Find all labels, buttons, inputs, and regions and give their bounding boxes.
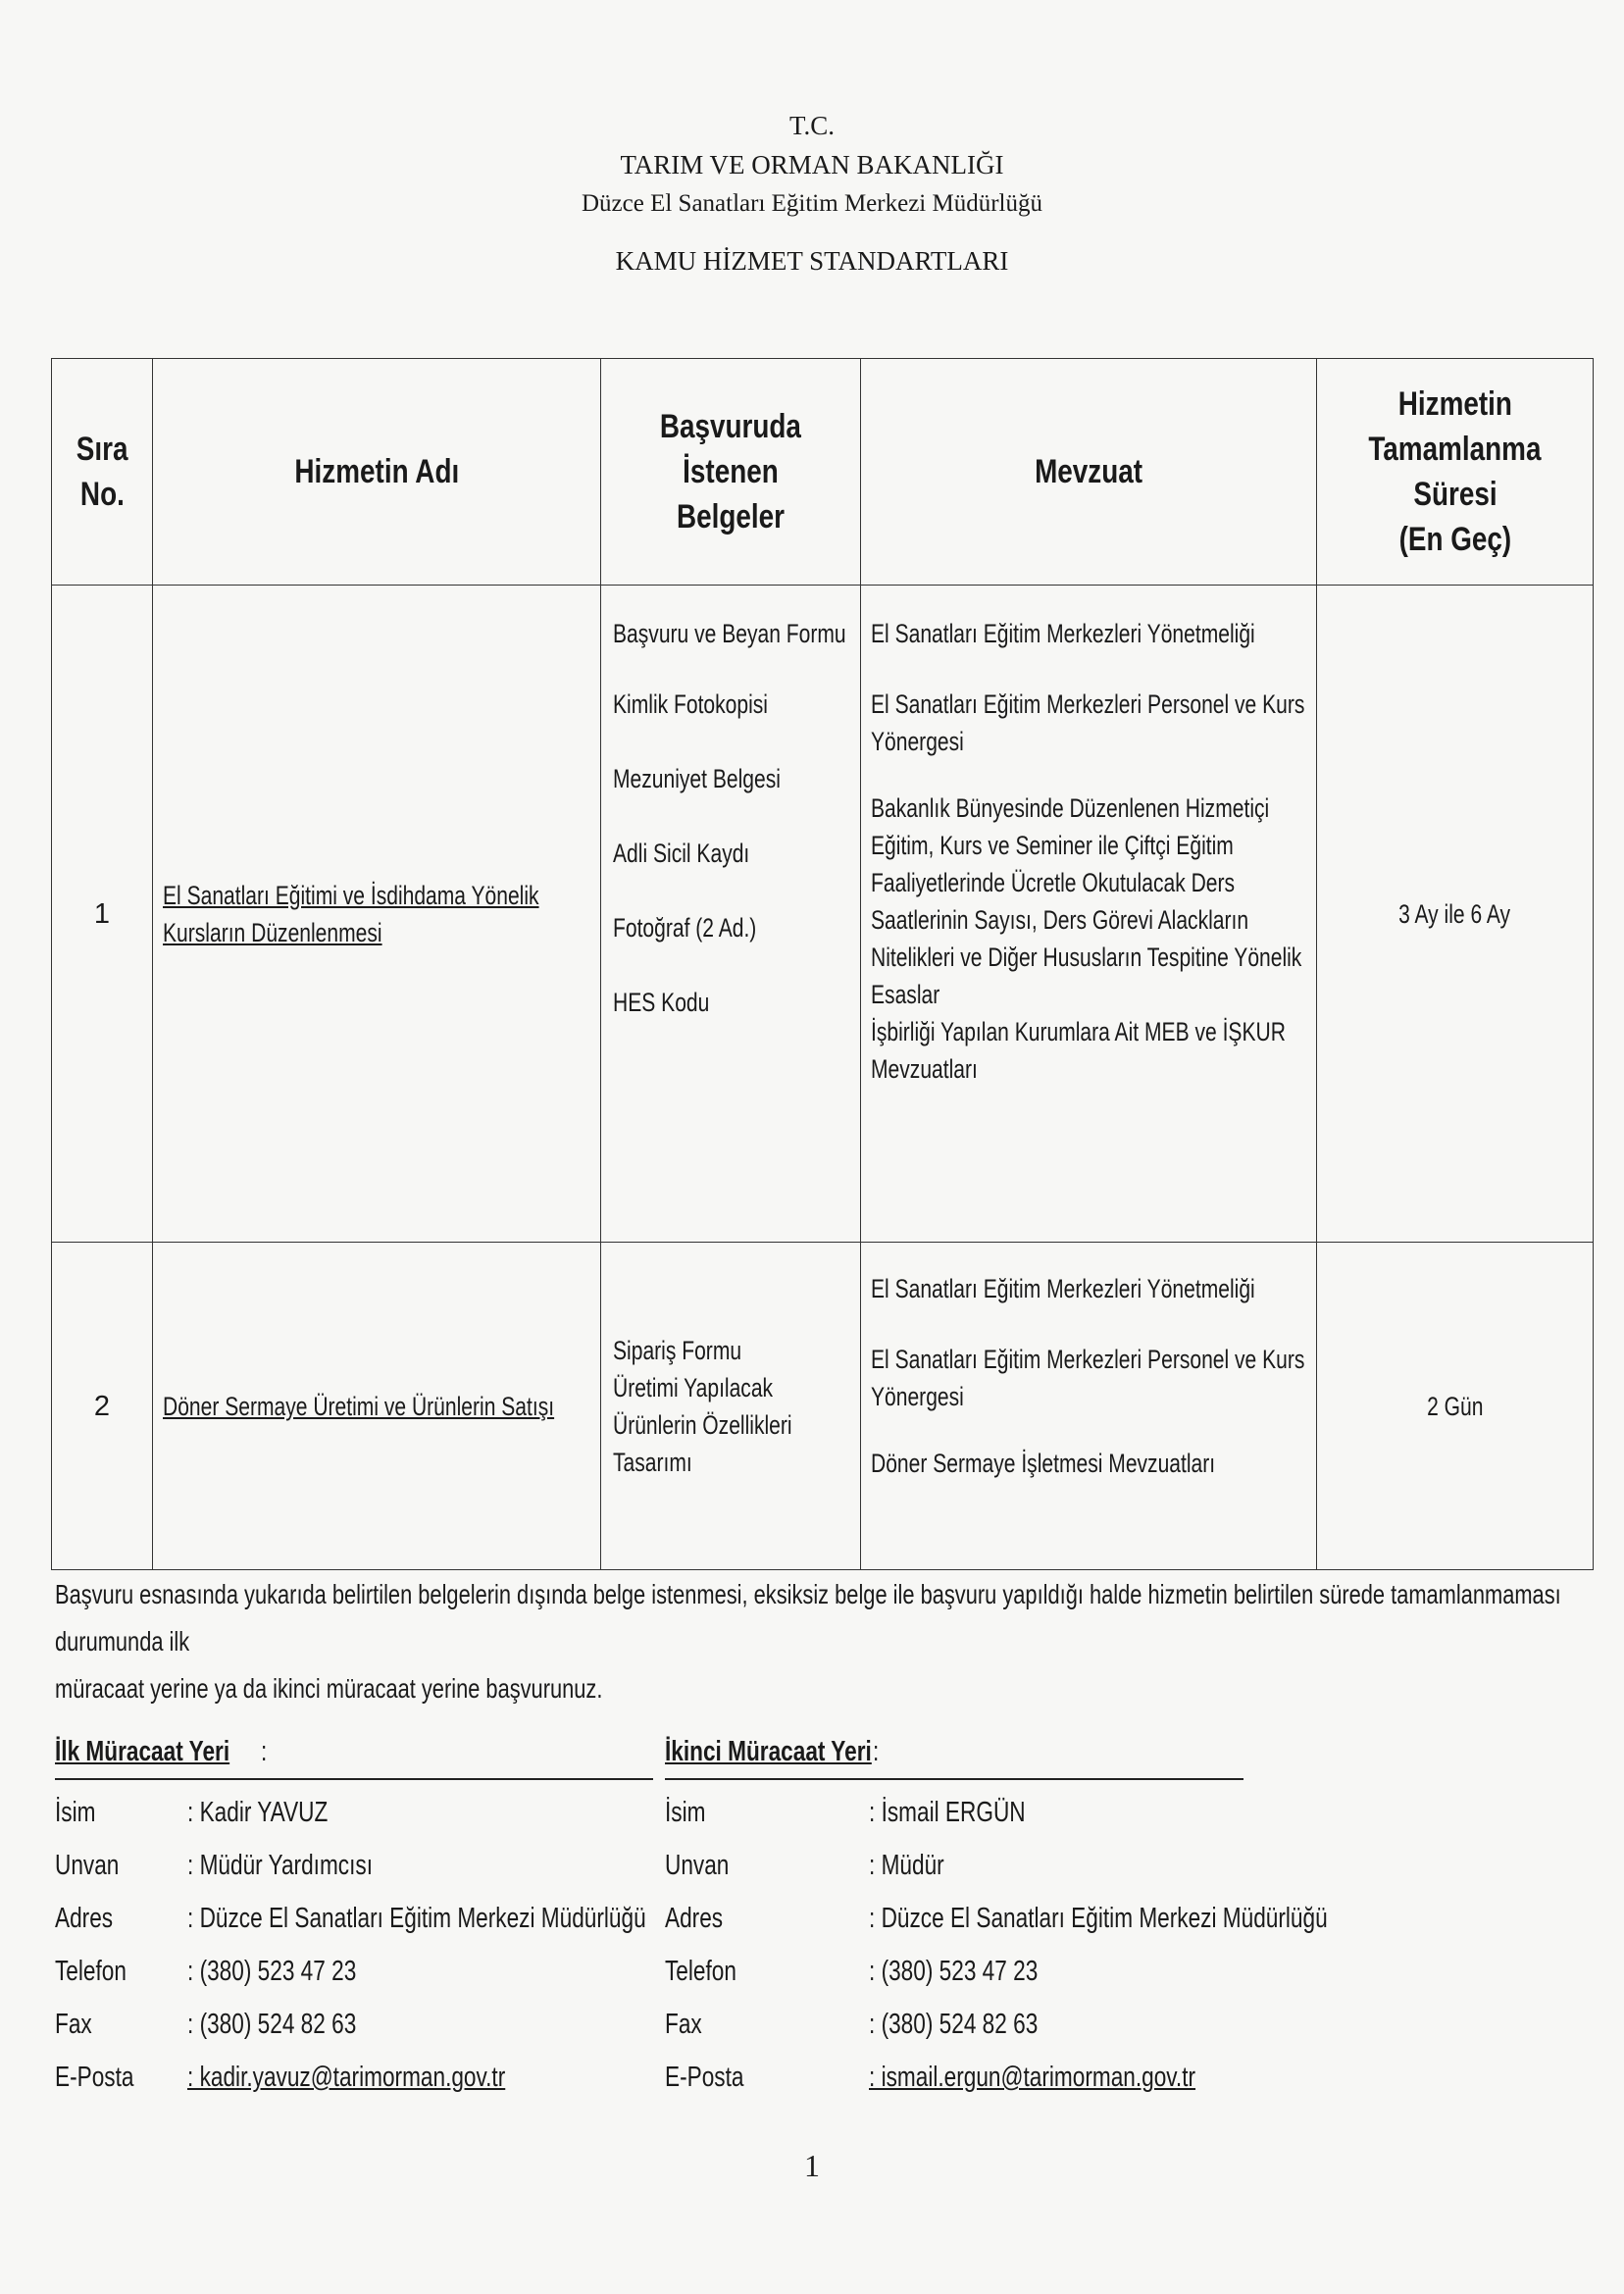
row-no: 2 <box>52 1243 153 1570</box>
contact-label: Adres <box>665 1903 724 1934</box>
doc-item: Adli Sicil Kaydı <box>613 839 750 868</box>
col-header-duration-line3: Süresi <box>1412 476 1497 513</box>
law-line: Yönergesi <box>871 727 964 756</box>
contact-label: Unvan <box>665 1850 730 1881</box>
law-line: Nitelikleri ve Diğer Hususların Tespitine Yönelik <box>871 943 1302 972</box>
law-line: Yönergesi <box>871 1382 964 1411</box>
row-docs <box>601 1243 861 1570</box>
contact-label: Telefon <box>665 1956 736 1987</box>
col-header-duration-line1: Hizmetin <box>1397 385 1512 423</box>
row-docs <box>601 586 861 1243</box>
row-service-line: Döner Sermaye Üretimi ve Ürünlerin Satışı <box>163 1391 555 1421</box>
row-service-line: El Sanatları Eğitimi ve İsdihdama Yönelik <box>163 880 539 910</box>
application-note <box>55 1571 1585 1712</box>
contact-value: : İsmail ERGÜN <box>869 1797 1026 1828</box>
col-header-docs <box>601 359 861 586</box>
col-header-no-line1: Sıra <box>76 431 128 468</box>
contact-label: İsim <box>55 1797 96 1828</box>
divider <box>665 1778 1243 1780</box>
law-line: El Sanatları Eğitim Merkezleri Personel ve Kurs <box>871 1345 1305 1374</box>
header-unit: Düzce El Sanatları Eğitim Merkezi Müdürlüğü <box>581 190 1042 217</box>
col-header-docs-line2: İstenen Belgeler <box>676 453 786 535</box>
doc-item: HES Kodu <box>613 988 710 1017</box>
table-row <box>52 586 1594 1243</box>
contact-label: E-Posta <box>665 2062 744 2093</box>
contact-value: : Müdür Yardımcısı <box>187 1850 373 1881</box>
doc-item: Fotoğraf (2 Ad.) <box>613 913 757 943</box>
table-header-row <box>52 359 1594 586</box>
contact-label: Unvan <box>55 1850 120 1881</box>
contact-label: E-Posta <box>55 2062 134 2093</box>
row-service-line: Kursların Düzenlenmesi <box>163 917 382 947</box>
doc-item: Mezuniyet Belgesi <box>613 764 781 793</box>
page-number: 1 <box>804 2148 820 2183</box>
col-header-duration-line4: (En Geç) <box>1398 521 1511 558</box>
law-line: İşbirliği Yapılan Kurumlara Ait MEB ve İŞKUR <box>871 1017 1286 1046</box>
row-law <box>861 586 1317 1243</box>
law-line: Mevzuatları <box>871 1054 978 1084</box>
doc-item: Başvuru ve Beyan Formu <box>613 619 846 648</box>
contact-value: : Kadir YAVUZ <box>187 1797 329 1828</box>
doc-item: Tasarımı <box>613 1447 692 1477</box>
header-ministry: TARIM VE ORMAN BAKANLIĞI <box>620 150 1004 179</box>
col-header-docs-line1: Başvuruda <box>659 408 802 445</box>
contact-value: : (380) 524 82 63 <box>187 2009 357 2040</box>
law-line: El Sanatları Eğitim Merkezleri Personel ve Kurs <box>871 689 1305 719</box>
law-line: El Sanatları Eğitim Merkezleri Yönetmeliği <box>871 1274 1255 1303</box>
row-service <box>153 1243 601 1570</box>
law-line: Döner Sermaye İşletmesi Mevzuatları <box>871 1449 1216 1478</box>
second-contact-title: İkinci Müracaat Yeri <box>665 1736 872 1767</box>
col-header-law: Mevzuat <box>861 359 1317 586</box>
first-contact-title: İlk Müracaat Yeri <box>55 1736 230 1767</box>
contact-label: Fax <box>665 2009 702 2040</box>
row-duration: 2 Gün <box>1317 1243 1594 1570</box>
contact-label: Fax <box>55 2009 92 2040</box>
contact-label: Adres <box>55 1903 114 1934</box>
row-law <box>861 1243 1317 1570</box>
row-service <box>153 586 601 1243</box>
col-header-no-line2: No. <box>79 476 125 513</box>
law-line: Bakanlık Bünyesinde Düzenlenen Hizmetiçi <box>871 793 1270 823</box>
contact-value: : (380) 523 47 23 <box>869 1956 1039 1987</box>
contact-label: İsim <box>665 1797 706 1828</box>
law-line: Faaliyetlerinde Ücretle Okutulacak Ders <box>871 868 1236 897</box>
law-line: Eğitim, Kurs ve Seminer ile Çiftçi Eğitim <box>871 831 1234 860</box>
row-duration: 3 Ay ile 6 Ay <box>1317 586 1594 1243</box>
header-title: KAMU HİZMET STANDARTLARI <box>615 246 1009 276</box>
col-header-duration-line2: Tamamlanma <box>1368 431 1542 468</box>
service-standards-table <box>51 358 1594 1570</box>
doc-item: Sipariş Formu <box>613 1335 742 1365</box>
doc-item: Kimlik Fotokopisi <box>613 689 768 719</box>
contact-value: : (380) 524 82 63 <box>869 2009 1039 2040</box>
col-header-service: Hizmetin Adı <box>153 359 601 586</box>
law-line: Esaslar <box>871 980 940 1009</box>
contact-value: : (380) 523 47 23 <box>187 1956 357 1987</box>
divider <box>55 1778 653 1780</box>
note-line: müracaat yerine ya da ikinci müracaat yerine başvurunuz. <box>55 1673 603 1704</box>
document-header <box>0 106 1624 280</box>
email-link[interactable]: : ismail.ergun@tarimorman.gov.tr <box>869 2062 1196 2093</box>
doc-item: Ürünlerin Özellikleri <box>613 1409 792 1440</box>
contact-value: : Düzce El Sanatları Eğitim Merkezi Müdürlüğü <box>869 1903 1328 1934</box>
contact-value: : Düzce El Sanatları Eğitim Merkezi Müdürlüğü <box>187 1903 646 1934</box>
email-link[interactable]: : kadir.yavuz@tarimorman.gov.tr <box>187 2062 506 2093</box>
col-header-duration <box>1317 359 1594 586</box>
row-no: 1 <box>52 586 153 1243</box>
contact-value: : Müdür <box>869 1850 944 1881</box>
doc-item: Üretimi Yapılacak <box>613 1372 774 1402</box>
col-header-no <box>52 359 153 586</box>
law-line: El Sanatları Eğitim Merkezleri Yönetmeliği <box>871 619 1255 648</box>
note-line: Başvuru esnasında yukarıda belirtilen belgelerin dışında belge istenmesi, eksiksiz belge ile başvuru yapıldığı halde hizmetin belirtilen sürede tamamlanmaması durumunda ilk <box>55 1579 1561 1657</box>
law-line: Saatlerinin Sayısı, Ders Görevi Alackların <box>871 905 1249 935</box>
table-row <box>52 1243 1594 1570</box>
first-contact-colon: : <box>261 1736 268 1767</box>
header-tc: T.C. <box>789 111 835 140</box>
contact-label: Telefon <box>55 1956 127 1987</box>
second-contact-colon: : <box>873 1736 880 1767</box>
